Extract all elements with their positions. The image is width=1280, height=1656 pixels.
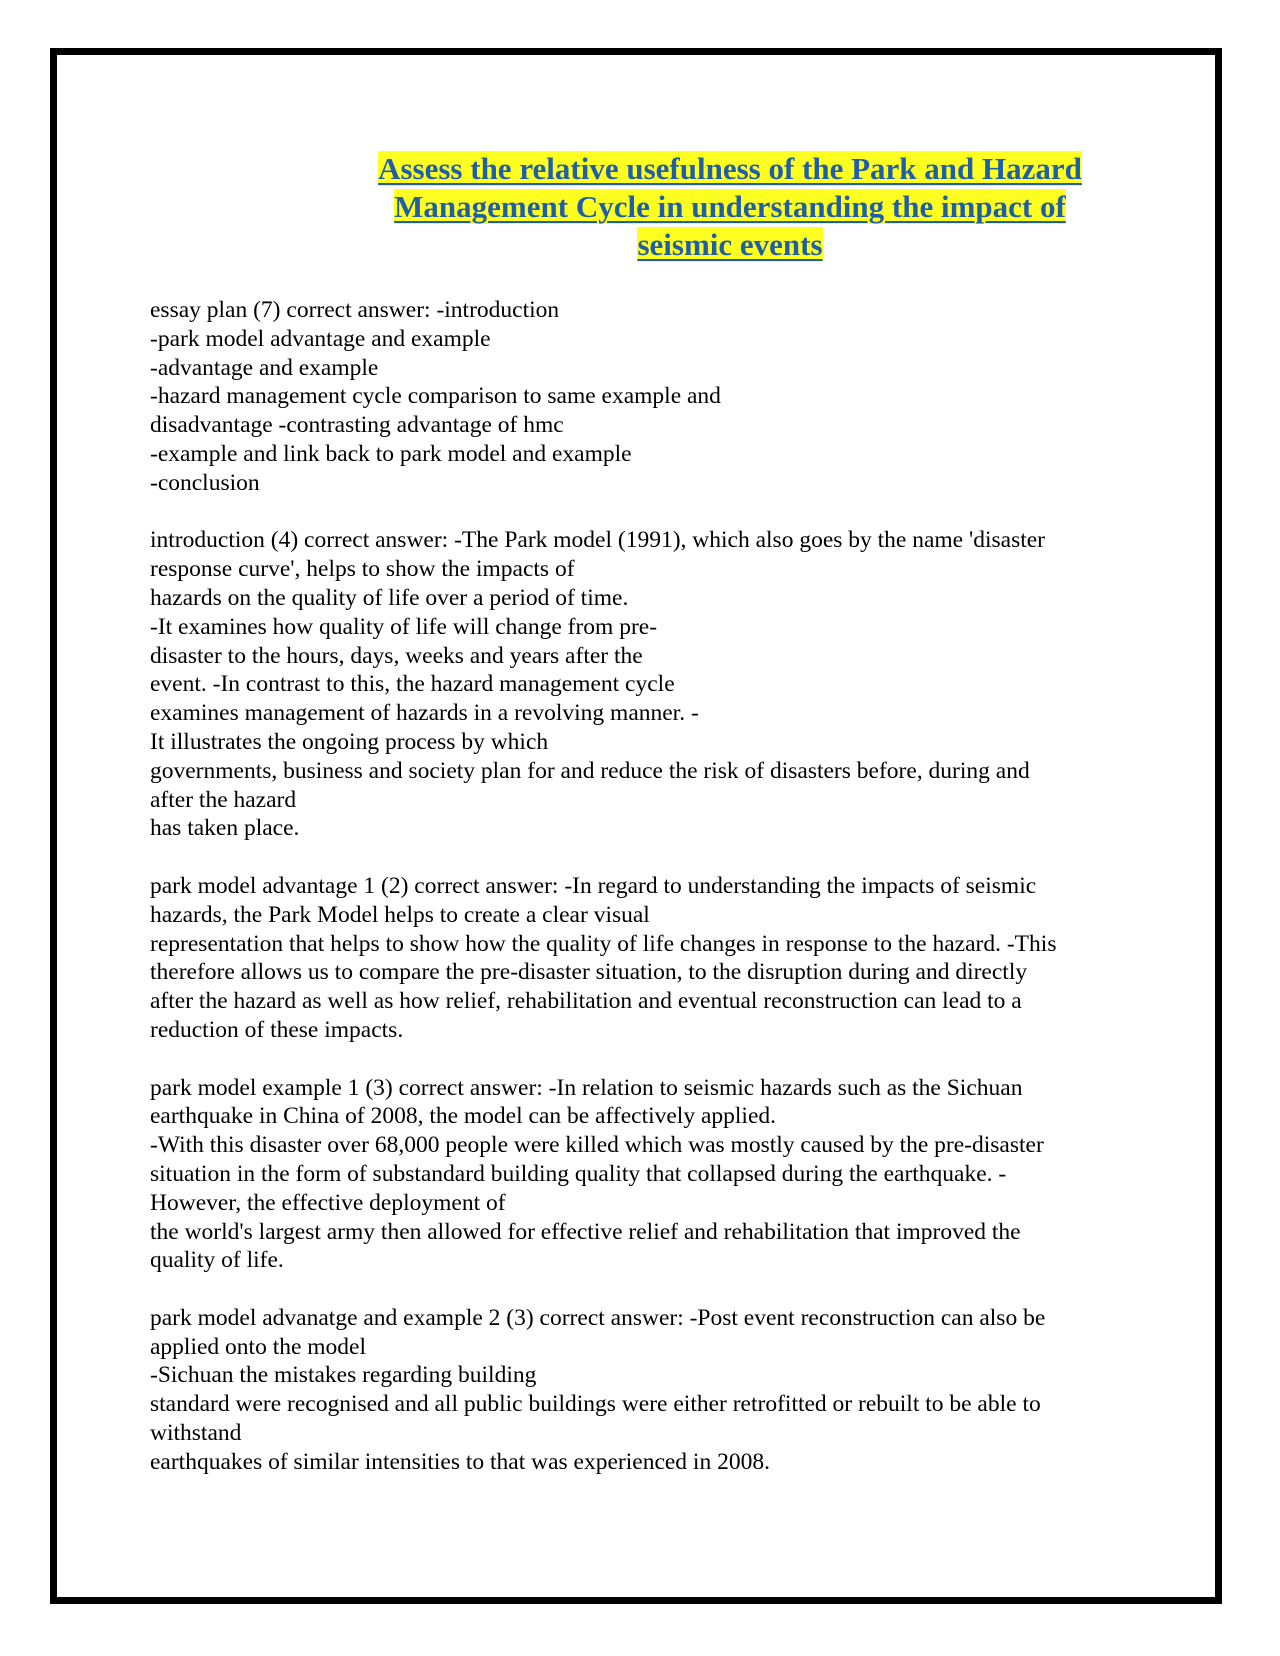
text-line: governments, business and society plan for and reduce the risk of disasters before, during and (150, 757, 1030, 784)
text-line: applied onto the model (150, 1333, 367, 1360)
text-line: disaster to the hours, days, weeks and years after the (150, 642, 643, 669)
document-body (150, 296, 1140, 1505)
text-line: after the hazard as well as how relief, rehabilitation and eventual reconstruction can lead to a (150, 988, 1022, 1015)
title-line: Assess the relative usefulness of the Park and Hazard (378, 151, 1082, 186)
text-line: -advantage and example (150, 354, 379, 381)
text-line: hazards, the Park Model helps to create a clear visual (150, 901, 650, 928)
document-title (300, 150, 1160, 264)
title-line: Management Cycle in understanding the impact of (394, 189, 1066, 224)
text-line: the world's largest army then allowed for effective relief and rehabilitation that improved the (150, 1218, 1021, 1245)
park-model-example-paragraph (150, 1074, 1140, 1276)
introduction-paragraph (150, 526, 1140, 843)
text-line: essay plan (7) correct answer: -introduction (150, 297, 560, 323)
title-line: seismic events (637, 227, 823, 262)
text-line: standard were recognised and all public buildings were either retrofitted or rebuilt to be able to (150, 1391, 1041, 1418)
text-line: earthquake in China of 2008, the model can be affectively applied. (150, 1103, 777, 1130)
text-line: after the hazard (150, 786, 297, 813)
text-line: representation that helps to show how the quality of life changes in response to the hazard. -This (150, 930, 1057, 957)
text-line: reduction of these impacts. (150, 1016, 404, 1043)
text-line: -conclusion (150, 469, 260, 496)
text-line: quality of life. (150, 1247, 284, 1274)
text-line: has taken place. (150, 815, 300, 842)
text-line: examines management of hazards in a revolving manner. - (150, 700, 699, 727)
text-line: introduction (4) correct answer: -The Park model (1991), which also goes by the name 'disaster (150, 527, 1046, 554)
text-line: -It examines how quality of life will change from pre- (150, 613, 658, 640)
text-line: situation in the form of substandard building quality that collapsed during the earthquake. - (150, 1160, 1007, 1187)
text-line: -hazard management cycle comparison to same example and (150, 383, 721, 410)
park-model-example-2-paragraph (150, 1304, 1140, 1477)
text-line: hazards on the quality of life over a period of time. (150, 584, 629, 611)
text-line: -park model advantage and example (150, 325, 491, 352)
text-line: -Sichuan the mistakes regarding building (150, 1362, 537, 1389)
text-line: -With this disaster over 68,000 people were killed which was mostly caused by the pre-disaster (150, 1132, 1044, 1159)
text-line: disadvantage -contrasting advantage of hmc (150, 412, 564, 439)
text-line: response curve', helps to show the impacts of (150, 556, 575, 583)
text-line: park model advantage 1 (2) correct answer: -In regard to understanding the impacts of seismic (150, 872, 1037, 899)
text-line: park model advanatge and example 2 (3) correct answer: -Post event reconstruction can also be (150, 1304, 1046, 1331)
text-line: It illustrates the ongoing process by which (150, 728, 549, 755)
text-line: earthquakes of similar intensities to that was experienced in 2008. (150, 1448, 770, 1475)
text-line: withstand (150, 1420, 242, 1447)
essay-plan-paragraph (150, 296, 1140, 498)
text-line: -example and link back to park model and example (150, 440, 632, 467)
text-line: therefore allows us to compare the pre-disaster situation, to the disruption during and directly (150, 959, 1028, 986)
text-line: However, the effective deployment of (150, 1189, 506, 1216)
park-model-advantage-paragraph (150, 872, 1140, 1045)
text-line: park model example 1 (3) correct answer: -In relation to seismic hazards such as the Sichuan (150, 1074, 1023, 1101)
text-line: event. -In contrast to this, the hazard management cycle (150, 671, 675, 698)
